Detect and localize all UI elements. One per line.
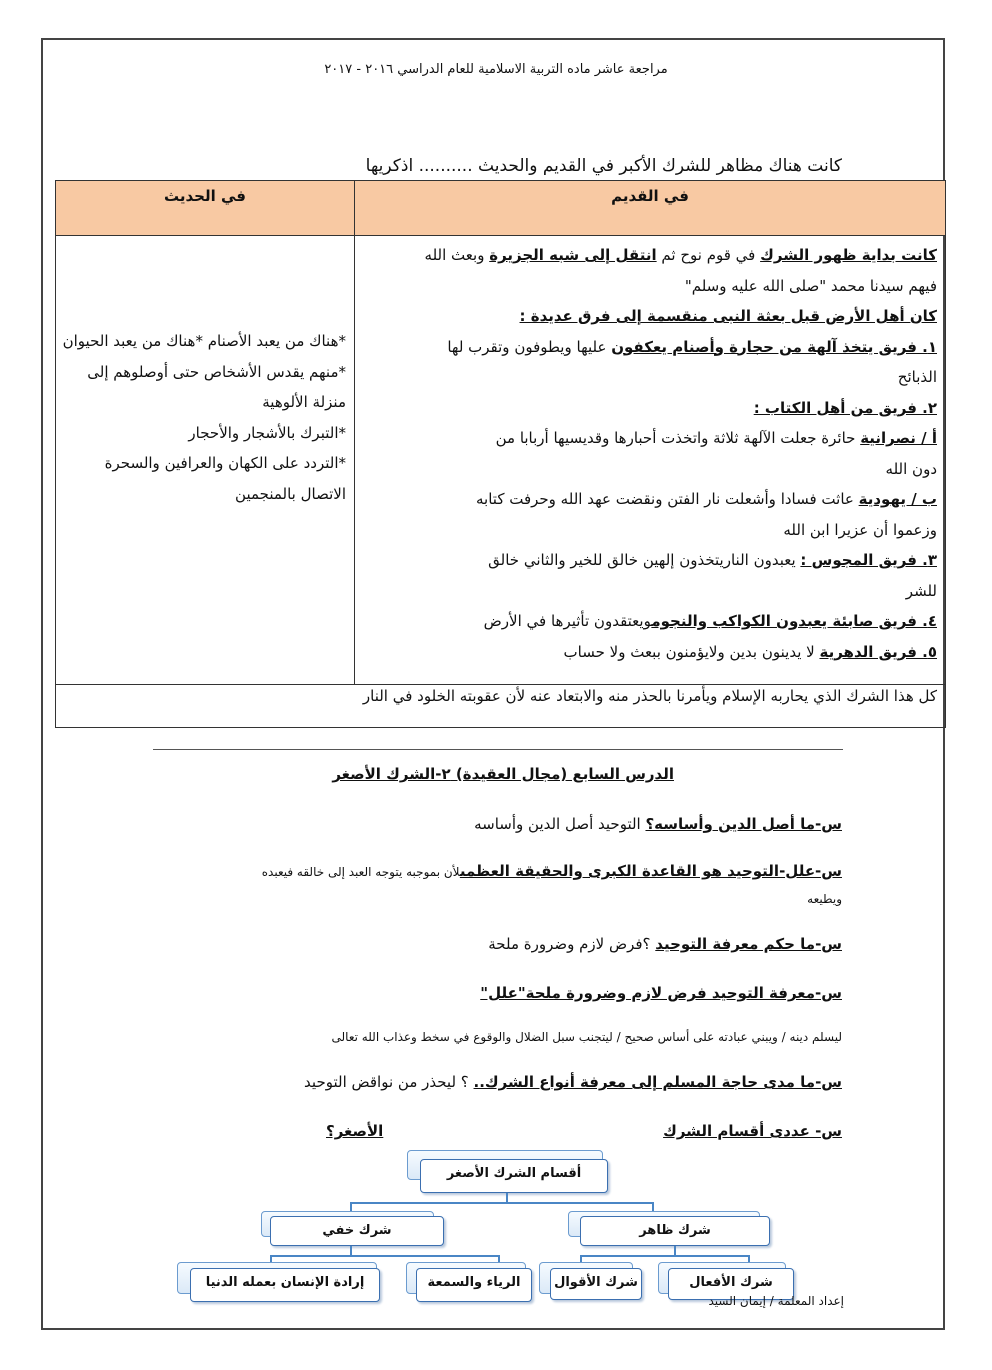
old-line: ٢. فريق من أهل الكتاب : <box>753 398 937 417</box>
qa-line: س-معرفة التوحيد فرض لازم وضرورة ملحة"علل" <box>480 984 842 1002</box>
old-line: وزعموا أن عزيرا ابن الله <box>783 520 937 539</box>
old-line: كان أهل الأرض قبل بعثة النبى منقسمة إلى فرق عديدة : <box>519 307 937 325</box>
new-cell <box>56 236 355 685</box>
old-line: ب / يهودية عاثت فسادا وأشعلت نار الفتن ونقضت عهد الله وحرفت كتابه <box>476 490 937 508</box>
connector <box>580 1255 750 1257</box>
new-line: *التردد على الكهان والعرافين والسحرة <box>104 454 346 472</box>
right-child-node: شرك ظاهر <box>580 1216 770 1246</box>
connector <box>350 1202 654 1204</box>
qa-line: س- عددى أقسام الشرك <box>663 1122 842 1140</box>
old-line: كانت بداية ظهور الشرك في قوم نوح ثم انتقل إلى شبه الجزيرة وبعث الله <box>424 246 937 264</box>
qa-line: س-ما حكم معرفة التوحيد ؟فرض لازم وضرورة ملحة <box>488 935 842 953</box>
old-line: دون الله <box>885 459 937 478</box>
column-header-old: في القديم <box>355 181 946 236</box>
qa-line: ويطيعه <box>807 892 842 906</box>
left-child-node: شرك خفي <box>270 1216 444 1246</box>
table-footer: كل هذا الشرك الذي يحاربه الإسلام ويأمرنا بالحذر منه والابتعاد عنه لأن عقوبته الخلود في النار <box>56 685 946 728</box>
old-line: الذبائح <box>897 368 937 386</box>
lesson-title: الدرس السابع (مجال العقيدة) ٢-الشرك الأصغر <box>332 765 674 783</box>
qa-extra: الأصغر؟ <box>326 1122 384 1140</box>
leaf-node: شرك الأقوال <box>550 1268 642 1300</box>
new-line: الاتصال بالمنجمين <box>235 484 346 503</box>
connector <box>270 1255 500 1257</box>
qa-line: س-علل-التوحيد هو القاعدة الكبرى والحقيقة العظمىلأن بموجبه يتوجه العبد إلى خالقه فيعبده <box>261 862 842 880</box>
qa-line: س-ما مدى حاجة المسلم إلى معرفة أنواع الشرك.. ؟ ليحذر من نواقض التوحيد <box>304 1073 842 1091</box>
root-node: أقسام الشرك الأصغر <box>420 1159 608 1193</box>
question-title: كانت هناك مظاهر للشرك الأكبر في القديم والحديث .......... اذكريها <box>365 156 842 176</box>
new-line: *منهم يقدس الأشخاص حتى أوصلوهم إلى منزلة الألوهية <box>87 362 346 411</box>
old-line: ١. فريق يتخذ آلهة من حجارة وأصنام يعكفون عليها ويطوفون وتقرب لها <box>447 337 937 356</box>
leaf-node: شرك الأفعال <box>668 1268 794 1300</box>
old-line: فيهم سيدنا محمد "صلى الله عليه وسلم" <box>684 276 937 295</box>
old-line: ٣. فريق المجوس : يعبدون الناريتخذون إلهين خالق للخير والثاني خالق <box>488 551 937 569</box>
leaf-node: الرياء والسمعة <box>416 1268 532 1302</box>
section-divider <box>153 749 843 750</box>
qa-line: ليسلم دينه / ويبني عبادته على أساس صحيح / ليتجنب سبل الضلال والوقوع في سخط وعذاب الله تعالى <box>331 1030 842 1044</box>
old-cell <box>355 236 946 685</box>
old-line: أ / نصرانية حائرة جعلت الآلهة ثلاثة واتخذت أحبارها وقديسيها أربابا من <box>495 429 937 447</box>
comparison-table <box>55 180 946 728</box>
old-line: للشر <box>905 581 937 600</box>
teacher-credit: إعداد المعلمة / إيمان السيد <box>708 1294 844 1308</box>
new-line: *هناك من يعبد الأصنام *هناك من يعبد الحيوان <box>62 332 346 350</box>
leaf-node: إرادة الإنسان بعمله الدنيا <box>190 1268 380 1302</box>
new-line: *التبرك بالأشجار والأحجار <box>188 423 346 442</box>
column-header-new: في الحديث <box>56 181 355 236</box>
old-line: ٥. فريق الدهرية لا يدينون بدين ولايؤمنون ببعث ولا حساب <box>563 642 937 661</box>
shirk-diagram <box>170 1140 820 1310</box>
qa-line: س-ما أصل الدين وأساسه؟ التوحيد أصل الدين وأساسه <box>474 815 842 833</box>
old-line: ٤. فريق صابئة يعبدون الكواكب والنجومويعتقدون تأثيرها في الأرض <box>483 612 937 630</box>
page-header: مراجعة عاشر ماده التربية الاسلامية للعام الدراسي ٢٠١٦ - ٢٠١٧ <box>324 62 668 77</box>
